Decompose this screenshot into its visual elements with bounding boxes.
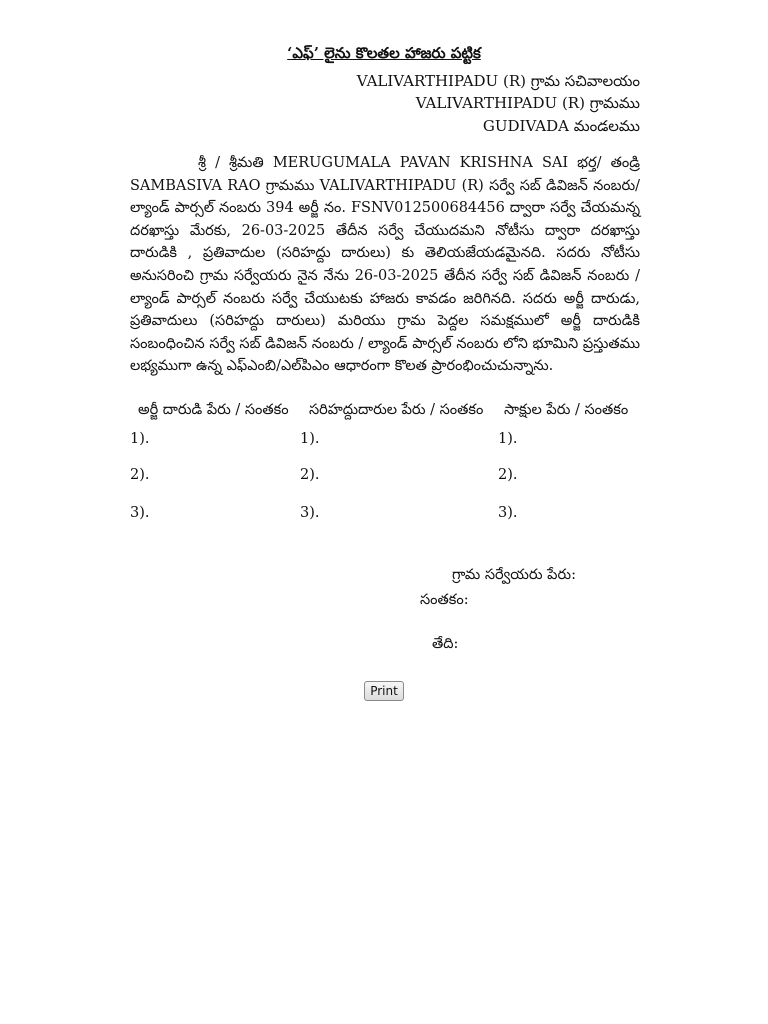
signature-label: సంతకం: [420,592,469,608]
print-button[interactable]: Print [364,681,404,701]
applicant-row-2: 2). [130,467,150,483]
witness-row-1: 1). [498,431,518,447]
document-title: ‘ఎఫ్’ లైను కొలతల హాజరు పట్టిక [287,44,481,62]
applicant-row-1: 1). [130,431,150,447]
neighbour-row-1: 1). [300,431,320,447]
neighbour-row-3: 3). [300,505,320,521]
column-header-applicant: అర్జీ దారుడి పేరు / సంతకం [138,402,289,418]
body-paragraph: శ్రీ / శ్రీమతి MERUGUMALA PAVAN KRISHNA SAI భర్త/ తండ్రి SAMBASIVA RAO గ్రామము VALIVARTHIPADU (R) సర్వే సబ్ డివిజన్ నంబరు/ ల్యాండ్ పార్సల్ నంబరు 394 అర్జీ నం. FSNV012500684456 ద్వారా సర్వే చేయమన్న దరఖాస్తు మేరకు, 26-03-2025 తేదీన సర్వే చేయుదమని నోటీసు ద్వారా దరఖాస్తు దారుడికి , ప్రతివాదుల (సరిహద్దు దారులు) కు తెలియజేయడమైనది. సదరు నోటీసు అనుసరించి గ్రామ సర్వేయరు నైన నేను 26-03-2025 తేదీన సర్వే సబ్ డివిజన్ నంబరు / ల్యాండ్ పార్సల్ నంబరు సర్వే చేయుటకు హాజరు కావడం జరిగినది. సదరు అర్జీ దారుడు, ప్రతివాదులు (సరిహద్దు దారులు) మరియు గ్రామ పెద్దల సమక్షములో అర్జీ దారుడికి సంబంధించిన సర్వే సబ్ డివిజన్ నంబరు / ల్యాండ్ పార్సల్ నంబరు లోని భూమిని ప్రస్తుతము లభ్యముగా ఉన్న ఎఫ్ఎంబి/ఎల్‌పిఎం ఆధారంగా కొలత ప్రారంభించుచున్నాను. [130,155,640,375]
address-secretariat: VALIVARTHIPADU (R) గ్రామ సచివాలయం [356,72,640,90]
column-header-witnesses: సాక్షుల పేరు / సంతకం [504,402,629,418]
address-village: VALIVARTHIPADU (R) గ్రామము [415,94,640,112]
neighbour-row-2: 2). [300,467,320,483]
address-mandal: GUDIVADA మండలము [482,117,640,135]
column-header-neighbours: సరిహద్దుదారుల పేరు / సంతకం [309,402,484,418]
applicant-row-3: 3). [130,505,150,521]
witness-row-2: 2). [498,467,518,483]
witness-row-3: 3). [498,505,518,521]
surveyor-name-label: గ్రామ సర్వేయరు పేరు: [452,567,576,583]
date-label: తేది: [432,636,459,652]
